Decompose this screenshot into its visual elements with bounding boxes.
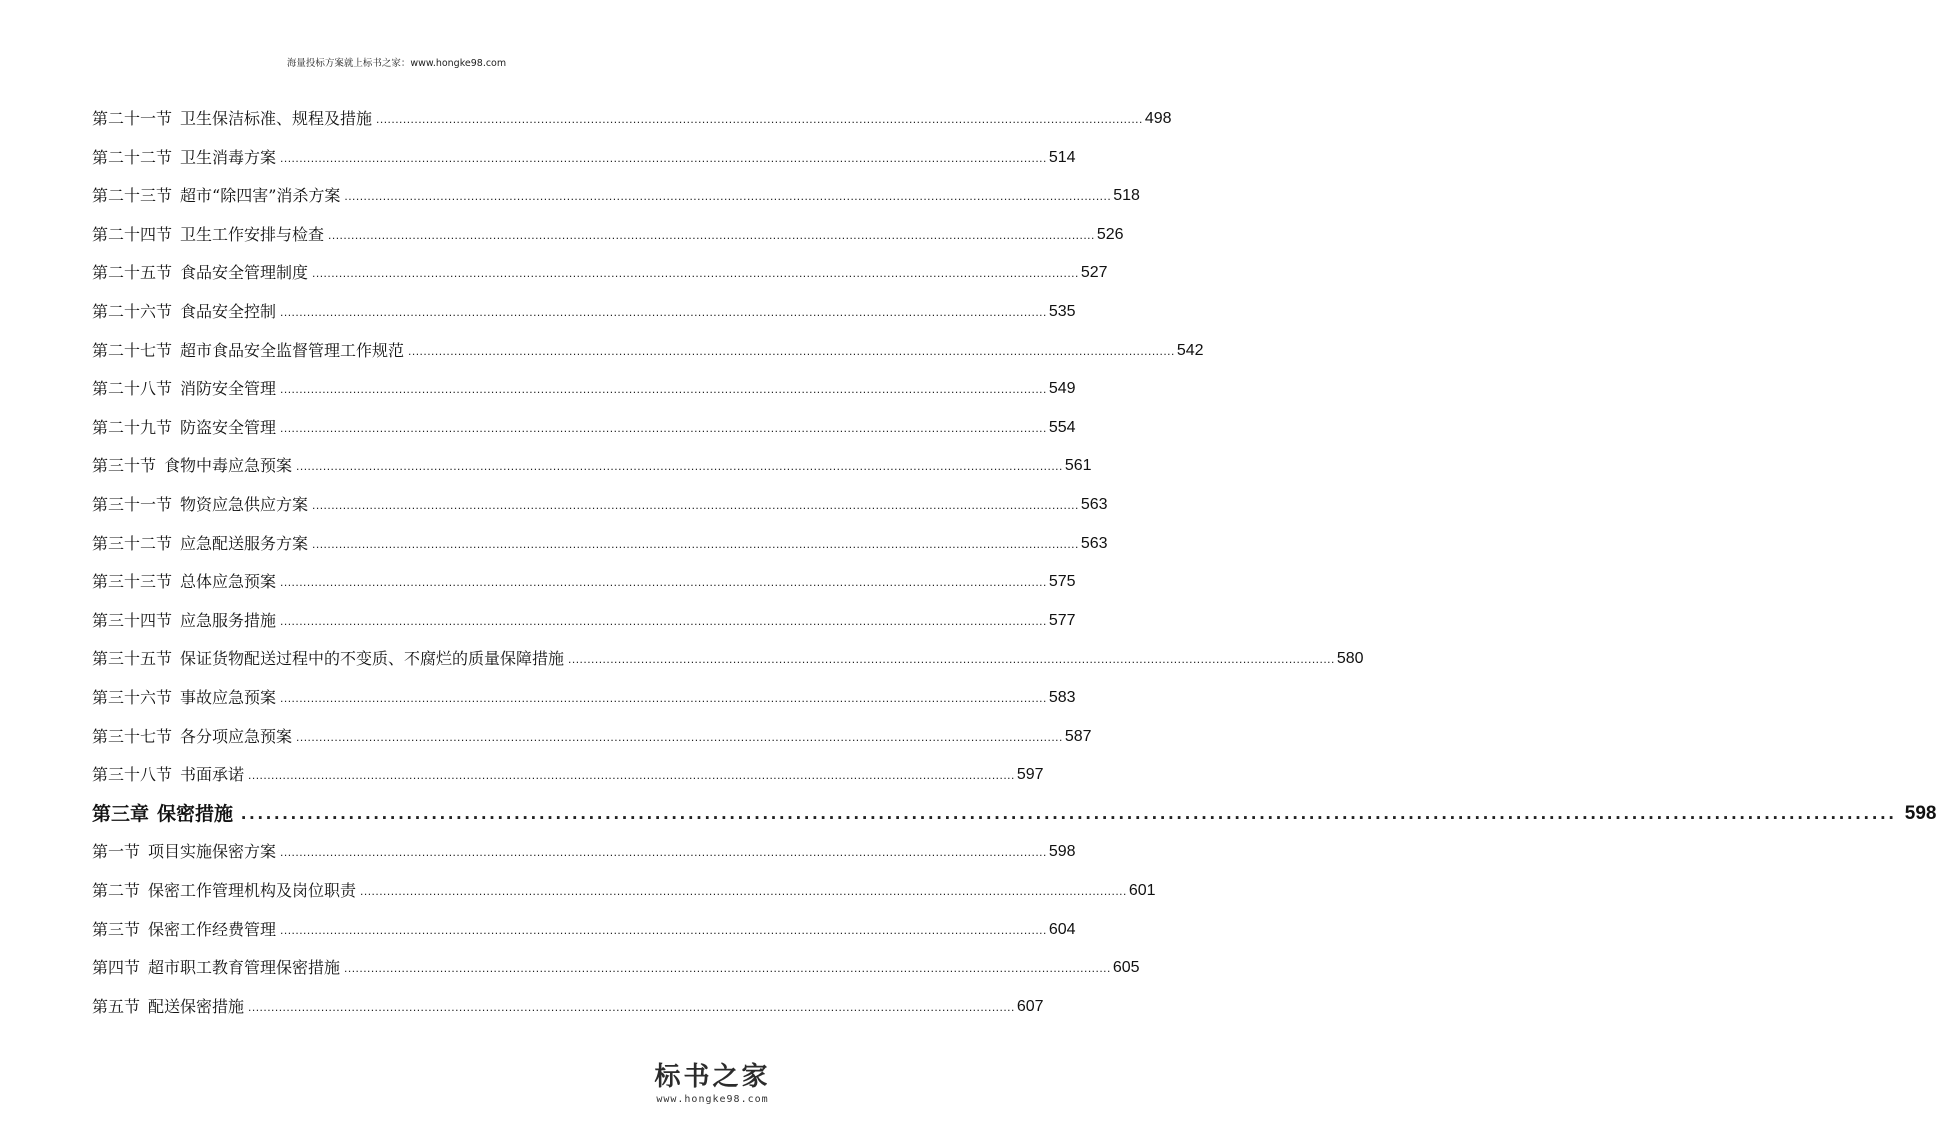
toc-entry-title: 总体应急预案: [180, 572, 277, 591]
toc-section-entry[interactable]: [92, 373, 1076, 399]
toc-entry-number: 第二节: [92, 881, 141, 900]
toc-section-entry[interactable]: [92, 180, 1140, 206]
toc-dot-leader: ........................................................................................................................................................................................................: [280, 845, 1047, 859]
toc-entry-title: 保密工作管理机构及岗位职责: [148, 881, 357, 900]
toc-dot-leader: ........................................................................................................................................................................................................: [408, 344, 1175, 358]
toc-entry-number: 第三十八节: [92, 765, 173, 784]
toc-entry-title: 应急配送服务方案: [180, 534, 309, 553]
toc-section-entry[interactable]: [92, 759, 1044, 785]
toc-entry-title: 超市职工教育管理保密措施: [148, 958, 341, 977]
toc-entry-title: 各分项应急预案: [180, 727, 293, 746]
toc-dot-leader: ........................................................................................................................................................................................................: [280, 614, 1047, 628]
toc-entry-number: 第五节: [92, 997, 141, 1016]
toc-entry-number: 第三十五节: [92, 649, 173, 668]
logo-url: www.hongke98.com: [656, 1094, 769, 1105]
toc-entry-page-number: 587: [1064, 728, 1092, 745]
toc-entry-title: 保密措施: [157, 803, 234, 825]
toc-dot-leader: ........................................................................................................................................................................................................: [344, 189, 1112, 203]
toc-entry-title: 超市食品安全监督管理工作规范: [180, 341, 405, 360]
toc-entry-page-number: 518: [1113, 187, 1140, 204]
toc-entry-page-number: 583: [1048, 689, 1076, 706]
toc-dot-leader: ........................................................................................................................................................................................................: [280, 575, 1047, 589]
toc-entry-number: 第二十二节: [92, 148, 173, 167]
toc-section-entry[interactable]: [92, 914, 1076, 940]
toc-entry-number: 第三十四节: [92, 611, 173, 630]
toc-section-entry[interactable]: [92, 412, 1076, 438]
toc-entry-page-number: 549: [1048, 380, 1076, 397]
toc-entry-title: 物资应急供应方案: [180, 495, 309, 514]
toc-dot-leader: ........................................................................................................................................................................................................: [280, 151, 1047, 165]
toc-entry-title: 卫生工作安排与检查: [180, 225, 325, 244]
toc-section-entry[interactable]: [92, 142, 1076, 168]
toc-dot-leader: ........................................................................................................................................................................................................: [248, 1000, 1015, 1014]
toc-entry-number: 第三十三节: [92, 572, 173, 591]
toc-entry-number: 第三十七节: [92, 727, 173, 746]
toc-entry-page-number: 577: [1048, 612, 1076, 629]
toc-dot-leader: ........................................................................................................................................................................................................: [328, 228, 1095, 242]
toc-dot-leader: ........................................................................................................................................................................................................: [241, 803, 1897, 824]
toc-dot-leader: ........................................................................................................................................................................................................: [296, 730, 1063, 744]
toc-dot-leader: ........................................................................................................................................................................................................: [376, 112, 1143, 126]
toc-entry-number: 第二十一节: [92, 109, 173, 128]
toc-entry-page-number: 605: [1112, 959, 1140, 976]
toc-section-entry[interactable]: [92, 836, 1076, 862]
toc-dot-leader: ........................................................................................................................................................................................................: [344, 961, 1111, 975]
toc-section-entry[interactable]: [92, 528, 1108, 554]
toc-entry-title: 配送保密措施: [148, 997, 245, 1016]
toc-entry-number: 第二十八节: [92, 379, 173, 398]
toc-dot-leader: ........................................................................................................................................................................................................: [312, 266, 1079, 280]
toc-entry-number: 第三十一节: [92, 495, 173, 514]
toc-entry-page-number: 554: [1048, 419, 1076, 436]
toc-entry-title: 食品安全控制: [180, 302, 277, 321]
toc-entry-page-number: 598: [1048, 843, 1076, 860]
toc-entry-number: 第三十二节: [92, 534, 173, 553]
toc-section-entry[interactable]: [92, 296, 1076, 322]
toc-entry-title: 食品安全管理制度: [180, 263, 309, 282]
toc-entry-title: 事故应急预案: [180, 688, 277, 707]
toc-entry-number: 第三十六节: [92, 688, 173, 707]
toc-entry-title: 应急服务措施: [180, 611, 277, 630]
toc-section-entry[interactable]: [92, 721, 1092, 747]
toc-entry-page-number: 527: [1080, 264, 1108, 281]
toc-entry-title: 卫生消毒方案: [180, 148, 277, 167]
toc-dot-leader: ........................................................................................................................................................................................................: [296, 459, 1063, 473]
toc-entry-page-number: 498: [1144, 110, 1172, 127]
watermark-logo: [650, 1062, 775, 1105]
toc-section-entry[interactable]: [92, 103, 1172, 129]
toc-section-entry[interactable]: [92, 335, 1204, 361]
toc-dot-leader: ........................................................................................................................................................................................................: [568, 652, 1335, 666]
toc-entry-title: 保密工作经费管理: [148, 920, 277, 939]
toc-entry-page-number: 607: [1016, 998, 1044, 1015]
toc-section-entry[interactable]: [92, 991, 1044, 1017]
logo-brand: 标书之家: [654, 1062, 771, 1092]
toc-entry-title: 保证货物配送过程中的不变质、不腐烂的质量保障措施: [180, 649, 565, 668]
toc-entry-number: 第一节: [92, 842, 141, 861]
toc-dot-leader: ........................................................................................................................................................................................................: [360, 884, 1127, 898]
toc-section-entry[interactable]: [92, 952, 1140, 978]
toc-dot-leader: ........................................................................................................................................................................................................: [280, 382, 1047, 396]
toc-entry-number: 第三节: [92, 920, 141, 939]
toc-section-entry[interactable]: [92, 489, 1108, 515]
toc-entry-number: 第二十四节: [92, 225, 173, 244]
toc-entry-page-number: 575: [1048, 573, 1076, 590]
toc-entry-title: 防盗安全管理: [180, 418, 277, 437]
toc-dot-leader: ........................................................................................................................................................................................................: [280, 305, 1047, 319]
toc-entry-number: 第二十七节: [92, 341, 173, 360]
toc-section-entry[interactable]: [92, 566, 1076, 592]
toc-entry-page-number: 597: [1016, 766, 1044, 783]
toc-entry-page-number: 563: [1080, 535, 1108, 552]
toc-chapter-entry[interactable]: [92, 798, 1937, 825]
toc-section-entry[interactable]: [92, 682, 1076, 708]
toc-entry-page-number: 561: [1064, 457, 1092, 474]
toc-dot-leader: ........................................................................................................................................................................................................: [280, 421, 1047, 435]
toc-entry-page-number: 535: [1048, 303, 1076, 320]
toc-entry-page-number: 563: [1080, 496, 1108, 513]
toc-entry-page-number: 580: [1336, 650, 1364, 667]
toc-entry-page-number: 604: [1048, 921, 1076, 938]
toc-section-entry[interactable]: [92, 450, 1092, 476]
toc-dot-leader: ........................................................................................................................................................................................................: [312, 498, 1079, 512]
toc-dot-leader: ........................................................................................................................................................................................................: [280, 923, 1047, 937]
toc-section-entry[interactable]: [92, 643, 1364, 669]
toc-section-entry[interactable]: [92, 605, 1076, 631]
page-header: 海量投标方案就上标书之家：www.hongke98.com: [286, 58, 507, 69]
toc-entry-title: 消防安全管理: [180, 379, 277, 398]
toc-dot-leader: ........................................................................................................................................................................................................: [280, 691, 1047, 705]
toc-section-entry[interactable]: [92, 219, 1124, 245]
toc-entry-number: 第三章: [92, 803, 150, 825]
toc-entry-number: 第二十六节: [92, 302, 173, 321]
toc-entry-number: 第二十三节: [92, 186, 173, 205]
toc-entry-title: 食物中毒应急预案: [164, 456, 293, 475]
toc-entry-title: 项目实施保密方案: [148, 842, 277, 861]
toc-entry-number: 第三十节: [92, 456, 157, 475]
toc-entry-page-number: 598: [1904, 803, 1937, 824]
toc-entry-page-number: 542: [1176, 342, 1204, 359]
toc-entry-number: 第四节: [92, 958, 141, 977]
toc-entry-page-number: 601: [1128, 882, 1156, 899]
toc-dot-leader: ........................................................................................................................................................................................................: [248, 768, 1015, 782]
toc-entry-page-number: 514: [1048, 149, 1076, 166]
toc-entry-title: 超市“除四害”消杀方案: [180, 186, 341, 205]
toc-section-entry[interactable]: [92, 875, 1156, 901]
toc-entry-title: 书面承诺: [180, 765, 245, 784]
toc-dot-leader: ........................................................................................................................................................................................................: [312, 537, 1079, 551]
toc-entry-number: 第二十五节: [92, 263, 173, 282]
toc-section-entry[interactable]: [92, 257, 1108, 283]
toc-entry-title: 卫生保洁标准、规程及措施: [180, 109, 373, 128]
toc-entry-page-number: 526: [1096, 226, 1124, 243]
toc-entry-number: 第二十九节: [92, 418, 173, 437]
